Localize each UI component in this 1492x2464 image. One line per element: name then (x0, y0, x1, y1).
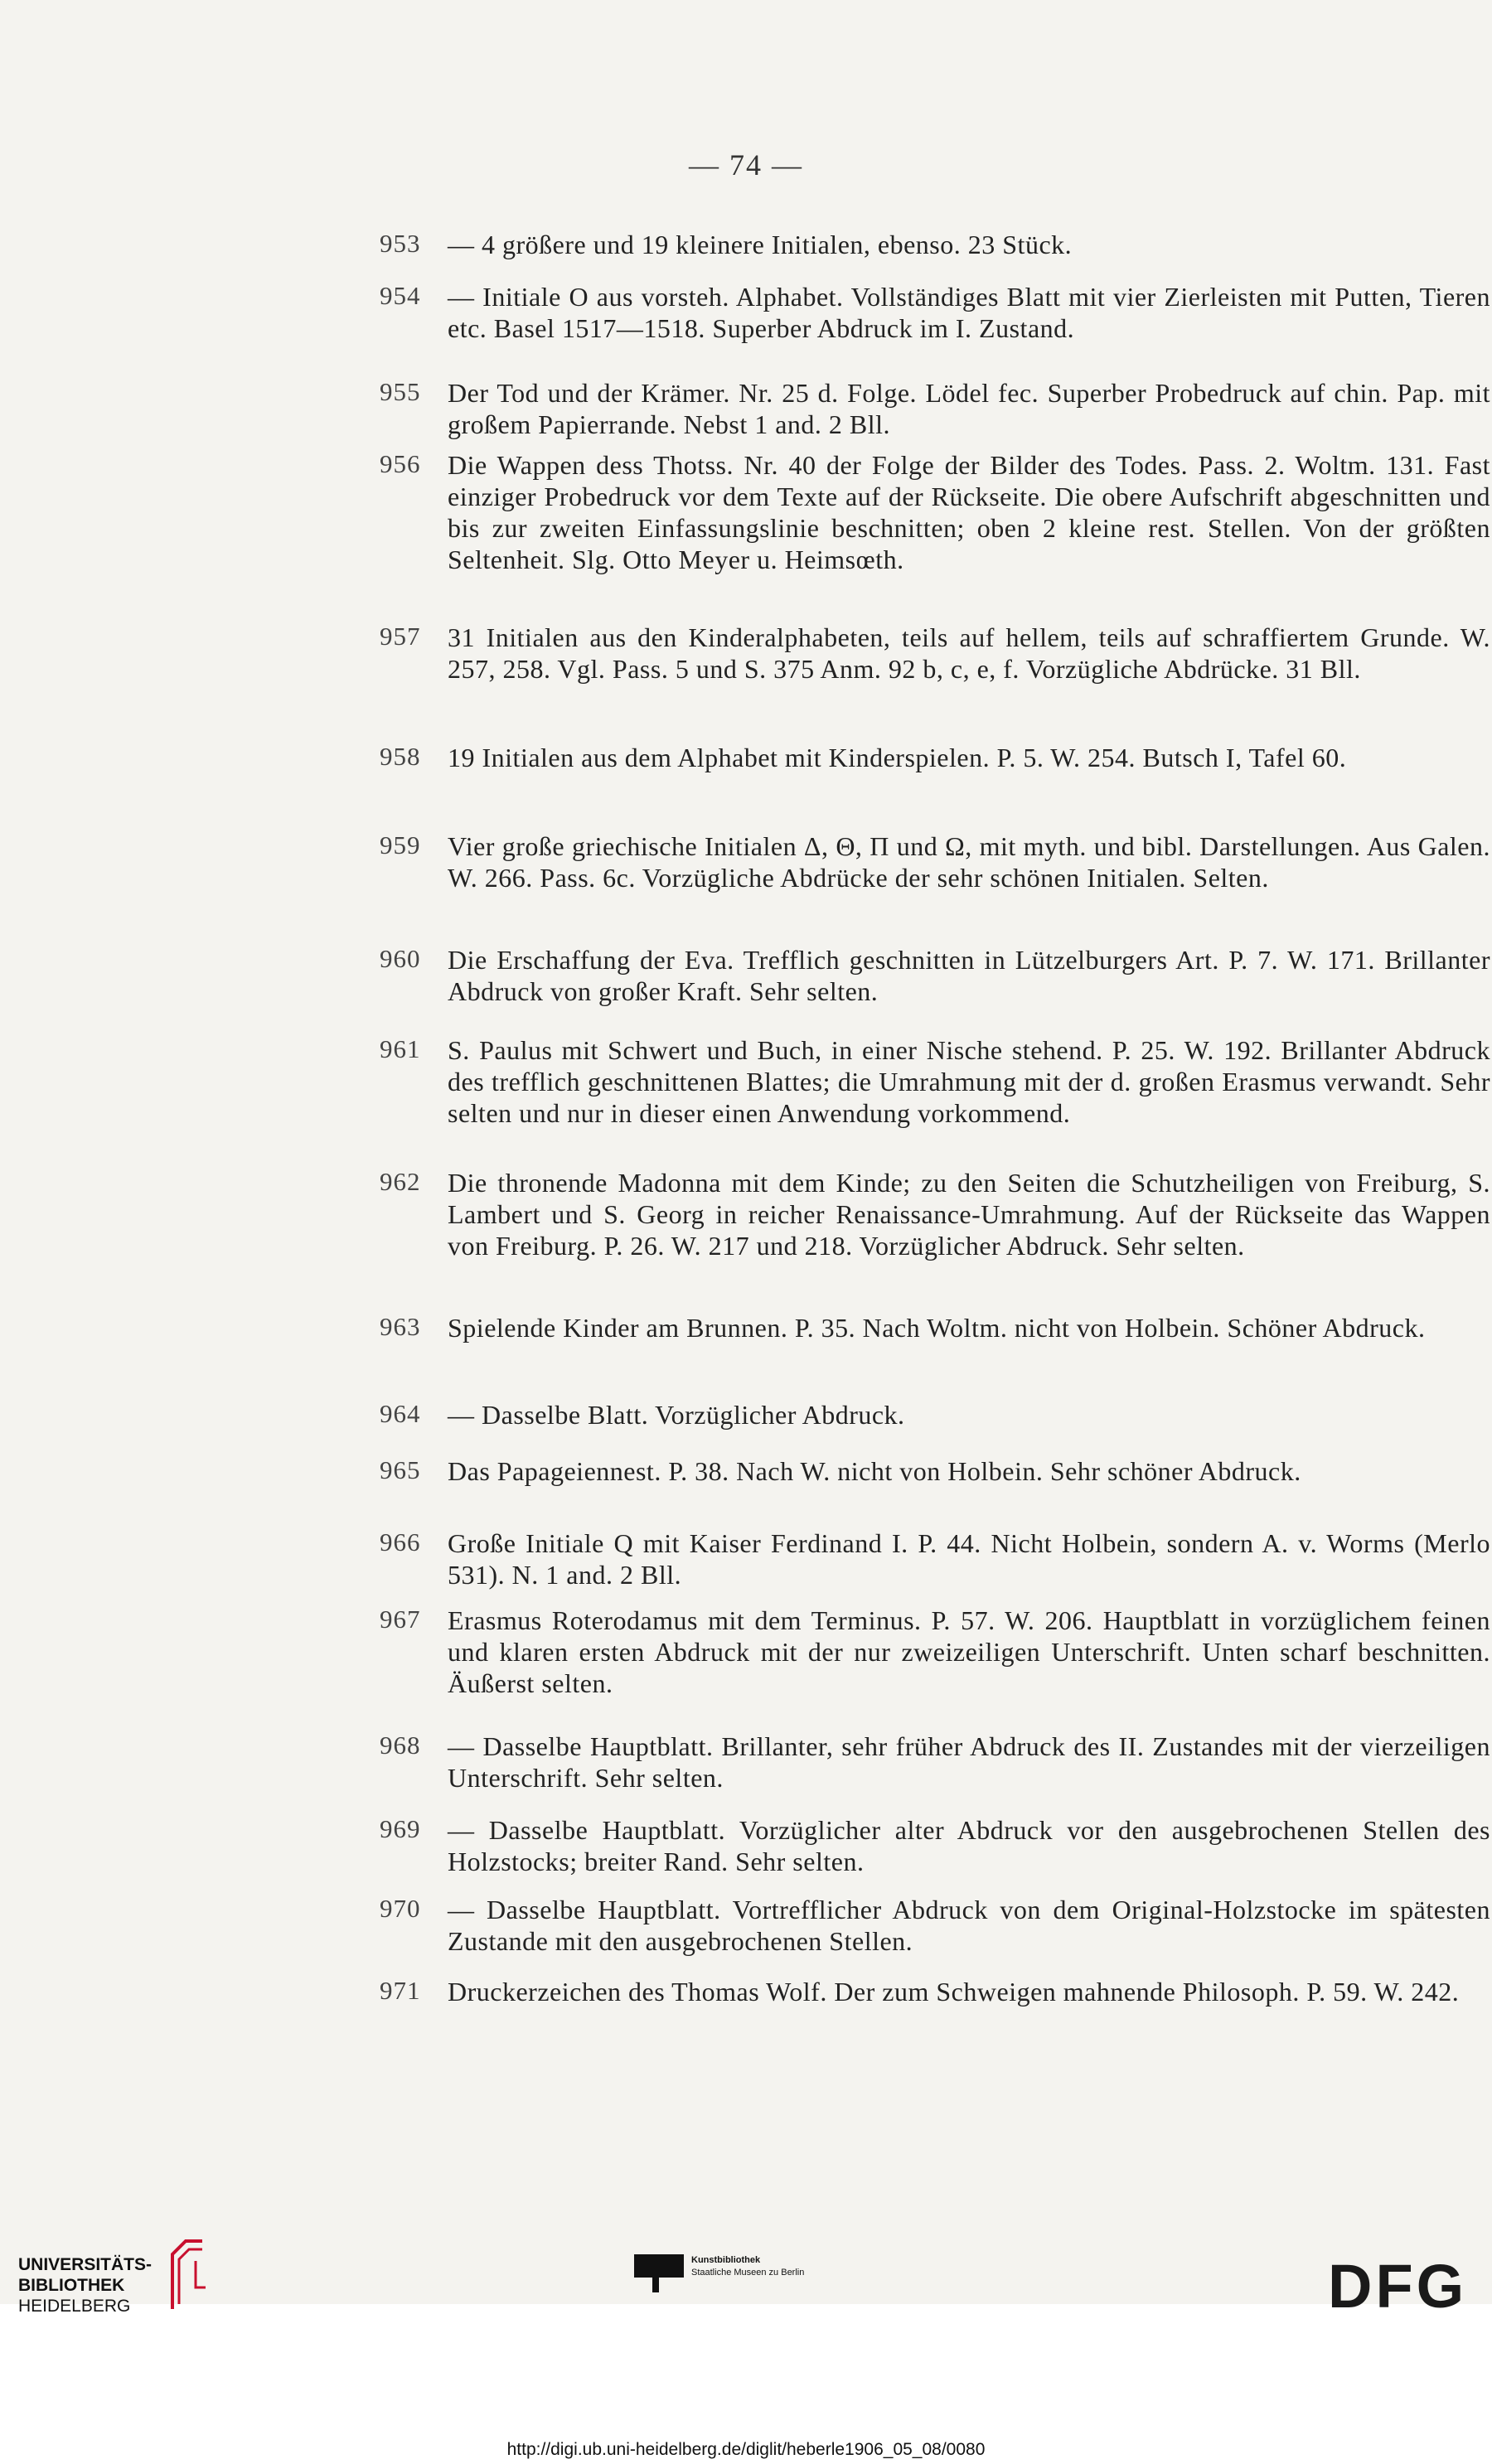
entry-text: Erasmus Roterodamus mit dem Terminus. P. 57. W. 206. Hauptblatt in vorzüglichem feinen und klaren ersten Abdruck mit der nur zweizeiligen Unterschrift. Unten scharf beschnitten. Äußerst selten. (448, 1605, 1490, 1698)
entry-text: — Dasselbe Hauptblatt. Vorzüglicher alter Abdruck vor den ausgebrochenen Stellen des Holzstocks; breiter Rand. Sehr selten. (448, 1815, 1490, 1876)
entry-text: Der Tod und der Krämer. Nr. 25 d. Folge. Lödel fec. Superber Probedruck auf chin. Pap. mit großem Papierrande. Nebst 1 and. 2 Bll. (448, 378, 1490, 439)
lot-number: 957 (380, 622, 421, 651)
entry-text: Die thronende Madonna mit dem Kinde; zu den Seiten die Schutzheiligen von Freiburg, S. Lambert und S. Georg in reicher Renaissance-Umrahmung. Auf der Rückseite das Wappen von Freiburg. P. 26. W. 217 und 218. Vorzüglicher Abdruck. Sehr selten. (448, 1168, 1490, 1261)
lot-number: 967 (380, 1605, 421, 1634)
lot-number: 969 (380, 1814, 421, 1843)
entry-text: S. Paulus mit Schwert und Buch, in einer Nische stehend. P. 25. W. 192. Brillanter Abdruck des trefflich geschnittenen Blattes; die Umrahmung mit der d. großen Erasmus verwandt. Sehr selten und nur in dieser einen Anwendung vorkommend. (448, 1035, 1490, 1128)
lot-number: 963 (380, 1312, 421, 1341)
lot-number: 968 (380, 1731, 421, 1760)
entry-text: — Dasselbe Hauptblatt. Brillanter, sehr früher Abdruck des II. Zustandes mit der vierzeiligen Unterschrift. Sehr selten. (448, 1731, 1490, 1793)
ub-line-1: UNIVERSITÄTS- (18, 2255, 153, 2274)
university-library-logo-icon (162, 2238, 212, 2312)
lot-number: 966 (380, 1527, 421, 1556)
lot-number: 958 (380, 742, 421, 771)
entry-text: Die Wappen dess Thotss. Nr. 40 der Folge der Bilder des Todes. Pass. 2. Woltm. 131. Fast einziger Probedruck vor dem Texte auf der Rückseite. Die obere Aufschrift abgeschnitten und bis zur zweiten Einfassungslinie beschnitten; oben 2 kleine rest. Stellen. Von der größten Seltenheit. Slg. Otto Meyer u. Heimsœth. (448, 450, 1490, 574)
entry-text: Das Papageiennest. P. 38. Nach W. nicht von Holbein. Sehr schöner Abdruck. (448, 1456, 1301, 1486)
entry-text: Druckerzeichen des Thomas Wolf. Der zum Schweigen mahnende Philosoph. P. 59. W. 242. (448, 1977, 1460, 2007)
lot-number: 960 (380, 944, 421, 973)
lot-number: 956 (380, 449, 421, 478)
kb-name: Kunstbibliothek (691, 2255, 761, 2265)
lot-number: 962 (380, 1167, 421, 1196)
entry-text: 19 Initialen aus dem Alphabet mit Kinderspielen. P. 5. W. 254. Butsch I, Tafel 60. (448, 743, 1347, 772)
lot-number: 971 (380, 1976, 421, 2005)
entry-text: — Dasselbe Blatt. Vorzüglicher Abdruck. (448, 1400, 905, 1430)
source-url-link[interactable]: http://digi.ub.uni-heidelberg.de/diglit/heberle1906_05_08/0080 (506, 2440, 986, 2459)
ub-line-2: BIBLIOTHEK (18, 2276, 125, 2295)
lot-number: 959 (380, 830, 421, 859)
lot-number: 961 (380, 1034, 421, 1063)
lot-number: 953 (380, 229, 421, 258)
kunstbibliothek-logo-text (691, 2254, 804, 2279)
entry-text: — Initiale O aus vorsteh. Alphabet. Vollständiges Blatt mit vier Zierleisten mit Putten, Tieren etc. Basel 1517—1518. Superber Abdruck im I. Zustand. (448, 282, 1490, 343)
lot-number: 964 (380, 1399, 421, 1428)
page-number: — 74 — (689, 148, 803, 182)
entry-text: Große Initiale Q mit Kaiser Ferdinand I. P. 44. Nicht Holbein, sondern A. v. Worms (Merlo 531). N. 1 and. 2 Bll. (448, 1528, 1490, 1590)
entry-text: Spielende Kinder am Brunnen. P. 35. Nach Woltm. nicht von Holbein. Schöner Abdruck. (448, 1313, 1426, 1343)
lot-number: 970 (380, 1894, 421, 1923)
entry-text: — 4 größere und 19 kleinere Initialen, ebenso. 23 Stück. (448, 230, 1073, 259)
entry-text: — Dasselbe Hauptblatt. Vortrefflicher Abdruck von dem Original-Holzstocke im spätesten Zustande mit den ausgebrochenen Stellen. (448, 1895, 1490, 1956)
dfg-logo: DFG (1328, 2252, 1468, 2321)
kb-sub: Staatliche Museen zu Berlin (691, 2268, 805, 2278)
university-library-logo-text (18, 2254, 184, 2316)
entry-text: Die Erschaffung der Eva. Trefflich geschnitten in Lützelburgers Art. P. 7. W. 171. Brillanter Abdruck von großer Kraft. Sehr selten. (448, 945, 1490, 1006)
entry-text: Vier große griechische Initialen Δ, Θ, Π und Ω, mit myth. und bibl. Darstellungen. Aus Galen. W. 266. Pass. 6c. Vorzügliche Abdrücke der sehr schönen Initialen. Selten. (448, 831, 1490, 893)
ub-line-3: HEIDELBERG (18, 2297, 131, 2316)
kunstbibliothek-logo-icon (634, 2254, 684, 2292)
lot-number: 955 (380, 377, 421, 406)
lot-number: 965 (380, 1455, 421, 1484)
entry-text: 31 Initialen aus den Kinderalphabeten, teils auf hellem, teils auf schraffiertem Grunde. W. 257, 258. Vgl. Pass. 5 und S. 375 Anm. 92 b, c, e, f. Vorzügliche Abdrücke. 31 Bll. (448, 622, 1490, 684)
lot-number: 954 (380, 281, 421, 310)
